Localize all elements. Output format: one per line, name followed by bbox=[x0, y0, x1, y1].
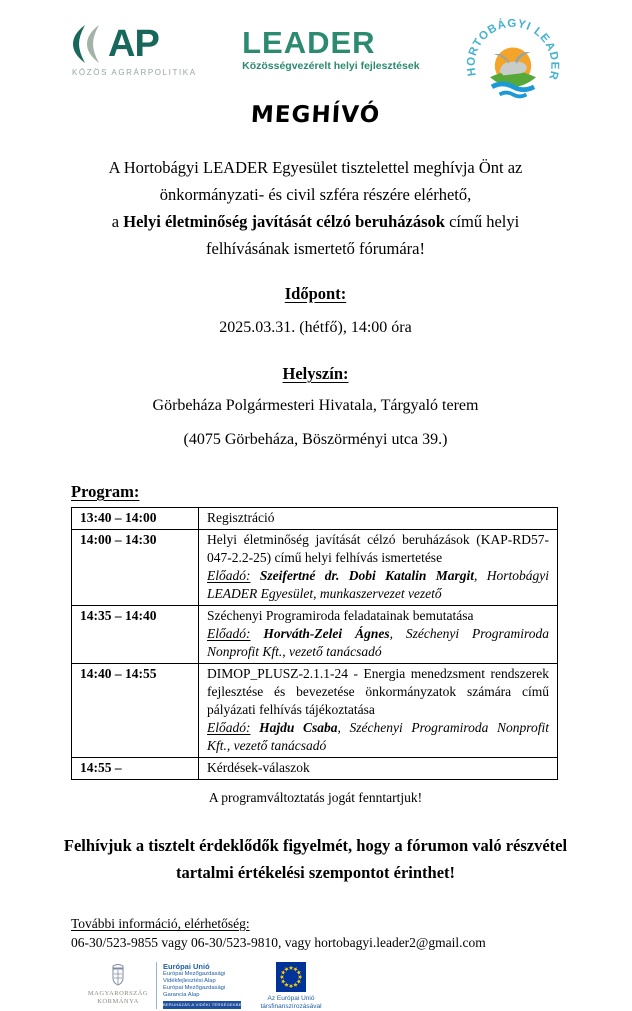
wave-icon bbox=[492, 84, 534, 90]
kap-leaf-chevrons-icon bbox=[72, 24, 106, 64]
program-desc: Regisztráció bbox=[199, 508, 558, 530]
hortobagyi-leader-logo-icon bbox=[465, 14, 561, 106]
idopont-heading: Időpont: bbox=[284, 284, 347, 303]
eu-flag-icon bbox=[276, 962, 306, 992]
intro-paragraph bbox=[0, 154, 631, 262]
kap-wordmark: AP bbox=[108, 23, 159, 65]
intro-line1: A Hortobágyi LEADER Egyesület tisztelettel meghívja Önt az bbox=[108, 158, 523, 177]
leader-logo-title: LEADER bbox=[242, 25, 376, 60]
table-row bbox=[72, 758, 558, 780]
helyszin-line2: (4075 Görbeháza, Böszörményi utca 39.) bbox=[183, 431, 448, 448]
program-heading: Program: bbox=[71, 482, 140, 501]
helyszin-line1: Görbeháza Polgármesteri Hivatala, Tárgyaló terem bbox=[152, 397, 479, 414]
leader-logo bbox=[242, 25, 420, 72]
table-row bbox=[72, 664, 558, 758]
eu-funds-text-block: Európai Unió Európai Mezőgazdasági Vidékfejlesztési Alap Európai Mezőgazdasági Garancia Alap BERUHÁZÁS A VIDÉKI TÉRSÉGEKBE bbox=[156, 962, 241, 1009]
program-time: 14:00 – 14:30 bbox=[72, 530, 199, 606]
section-idopont bbox=[0, 284, 631, 340]
header-logos bbox=[0, 0, 631, 92]
presenter-line: Előadó: Hajdu Csaba, Széchenyi Programiroda Nonprofit Kft., vezető tanácsadó bbox=[207, 720, 549, 753]
intro-line3: a Helyi életminőség javítását célzó beruházások című helyi bbox=[111, 212, 520, 231]
kap-logo bbox=[72, 24, 197, 77]
page-title: MEGHÍVÓ bbox=[250, 102, 381, 128]
program-time: 14:35 – 14:40 bbox=[72, 606, 199, 664]
contact-line: 06-30/523-9855 vagy 06-30/523-9810, vagy hortobagyi.leader2@gmail.com bbox=[71, 935, 486, 950]
program-desc: Kérdések-válaszok bbox=[199, 758, 558, 780]
program-table bbox=[71, 507, 558, 780]
program-time: 14:55 – bbox=[72, 758, 199, 780]
intro-line2: önkormányzati- és civil szféra részére elérhető, bbox=[159, 185, 472, 204]
svg-text:HORTOBÁGYI LEADER: HORTOBÁGYI LEADER bbox=[465, 17, 561, 82]
helyszin-heading: Helyszín: bbox=[282, 364, 349, 383]
hungarian-coat-of-arms-icon bbox=[110, 962, 126, 988]
contact-heading: További információ, elérhetőség: bbox=[71, 916, 250, 931]
program-desc: DIMOP_PLUSZ-2.1.1-24 - Energia menedzsment rendszerek fejlesztése és bevezetése önkormányzatok számára című pályázati felhívás tájékoztatása Előadó: Hajdu Csaba, Széchenyi Programiroda Nonprofit Kft., vezető tanácsadó bbox=[199, 664, 558, 758]
eu-banner: BERUHÁZÁS A VIDÉKI TÉRSÉGEKBE bbox=[163, 1002, 242, 1007]
table-row bbox=[72, 530, 558, 606]
program-change-note: A programváltoztatás jogát fenntartjuk! bbox=[208, 790, 423, 805]
kap-wordmark-row bbox=[72, 24, 159, 64]
presenter-line: Előadó: Szeifertné dr. Dobi Katalin Margit, Hortobágyi LEADER Egyesület, munkaszervezet vezető bbox=[207, 568, 550, 601]
presenter-line: Előadó: Horváth-Zelei Ágnes, Széchenyi Programiroda Nonprofit Kft., vezető tanácsadó bbox=[207, 626, 550, 659]
idopont-value: 2025.03.31. (hétfő), 14:00 óra bbox=[219, 319, 412, 336]
program-desc: Széchenyi Programiroda feladatainak bemutatása Előadó: Horváth-Zelei Ágnes, Széchenyi Programiroda Nonprofit Kft., vezető tanácsadó bbox=[199, 606, 558, 664]
eu-flag-caption: Az Európai Unió társfinanszírozásával bbox=[260, 995, 322, 1010]
participation-notice: Felhívjuk a tisztelt érdeklődők figyelmét, hogy a fórumon való részvétel tartalmi értékelési szempontot érinthet! bbox=[63, 836, 568, 882]
contact-section bbox=[71, 914, 561, 952]
gov-caption: MAGYARORSZÁG KORMÁNYA bbox=[87, 990, 149, 1005]
program-time: 14:40 – 14:55 bbox=[72, 664, 199, 758]
kap-caption: KÖZÖS AGRÁRPOLITIKA bbox=[72, 68, 197, 77]
program-time: 13:40 – 14:00 bbox=[72, 508, 199, 530]
leader-logo-subtitle: Közösségvezérelt helyi fejlesztések bbox=[242, 60, 420, 72]
table-row bbox=[72, 606, 558, 664]
section-program bbox=[71, 482, 558, 780]
intro-line4: felhívásának ismertető fórumára! bbox=[206, 239, 425, 258]
table-row bbox=[72, 508, 558, 530]
eu-cofinancing-logo bbox=[255, 962, 327, 1011]
hungary-government-logo bbox=[86, 962, 150, 1006]
section-helyszin bbox=[0, 364, 631, 452]
eu-funds-title: Európai Unió bbox=[163, 962, 210, 971]
footer-logos bbox=[86, 962, 631, 1011]
program-desc: Helyi életminőség javítását célzó beruházások (KAP-RD57-047-2.2-25) című helyi felhívás ismertetése Előadó: Szeifertné dr. Dobi Katalin Margit, Hortobágyi LEADER Egyesület, munkaszervezet vezető bbox=[199, 530, 558, 606]
